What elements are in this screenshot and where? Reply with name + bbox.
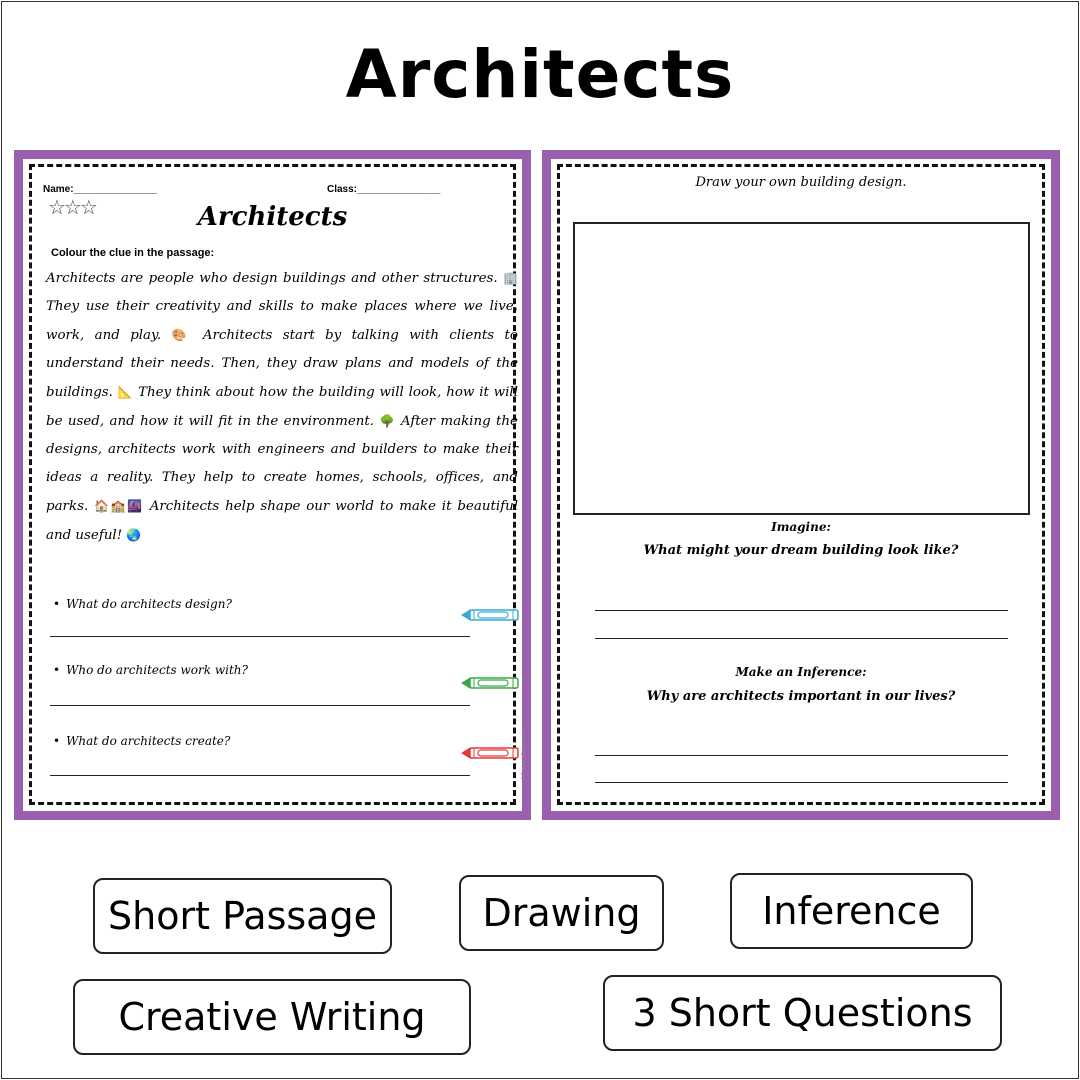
question-2: • Who do architects work with? <box>53 663 248 677</box>
passage-sentence: After making the designs, architects work with engineers and builders to make their ideas a reality. They help to create homes, schools, offices, and parks. <box>46 414 518 514</box>
imagine-label: Imagine: <box>771 520 831 534</box>
tag-short-passage: Short Passage <box>93 878 392 954</box>
tag-creative-writing: Creative Writing <box>73 979 471 1055</box>
answer-line <box>50 636 470 637</box>
crayon-icon <box>460 745 520 761</box>
tag-short-questions: 3 Short Questions <box>603 975 1002 1051</box>
writing-line <box>595 638 1008 639</box>
passage-sentence: They use their creativity and skills to make places where we live, work, and play. <box>46 299 518 343</box>
worksheet-drawing-preview <box>542 150 1060 820</box>
passage-sentence: Architects help shape our world to make it beautiful and useful! <box>46 499 518 543</box>
page-title: Architects <box>345 36 735 113</box>
imagine-question: What might your dream building look like? <box>643 543 959 558</box>
sheet-inner <box>551 159 1051 811</box>
tag-drawing: Drawing <box>459 875 664 951</box>
class-field-label: Class:_______________ <box>327 184 441 195</box>
writing-line <box>595 610 1008 611</box>
name-field-label: Name:_______________ <box>43 184 157 195</box>
question-text: What do architects create? <box>66 734 231 748</box>
watermark: © PrintableBazaar.com <box>521 729 527 781</box>
answer-line <box>50 705 470 706</box>
palette-icon: 🎨 <box>171 328 193 342</box>
question-text: What do architects design? <box>66 597 232 611</box>
worksheet-title: Architects <box>197 202 348 232</box>
inference-label: Make an Inference: <box>735 665 867 679</box>
passage-sentence: Architects start by talking with clients to understand their needs. Then, they draw plans and models of the buildings. <box>46 328 518 400</box>
instruction-text: Colour the clue in the passage: <box>51 247 215 259</box>
tag-inference: Inference <box>730 873 973 949</box>
passage-sentence: They think about how the building will look, how it will be used, and how it will fit in the environment. <box>46 385 518 429</box>
drawing-box <box>573 222 1030 515</box>
writing-line <box>595 755 1008 756</box>
question-3: • What do architects create? <box>53 734 231 748</box>
building-icon: 🏢 <box>503 271 518 285</box>
ruler-icon: 📐 <box>117 385 134 399</box>
globe-icon: 🌏 <box>126 528 142 542</box>
question-1: • What do architects design? <box>53 597 232 611</box>
crayon-icon <box>460 675 520 691</box>
crayon-icon <box>460 607 520 623</box>
answer-line <box>50 775 470 776</box>
sheet-inner <box>23 159 527 811</box>
drawing-instruction: Draw your own building design. <box>695 175 907 190</box>
houses-icon: 🏠🏫🌆 <box>94 499 144 513</box>
writing-line <box>595 782 1008 783</box>
worksheet-passage-preview <box>14 150 531 820</box>
tree-icon: 🌳 <box>379 414 396 428</box>
question-text: Who do architects work with? <box>66 663 248 677</box>
rating-stars-icon: ☆☆☆ <box>48 197 96 219</box>
passage-sentence: Architects are people who design buildings and other structures. <box>46 271 498 286</box>
inference-question: Why are architects important in our lives? <box>646 689 956 704</box>
reading-passage <box>46 264 518 550</box>
